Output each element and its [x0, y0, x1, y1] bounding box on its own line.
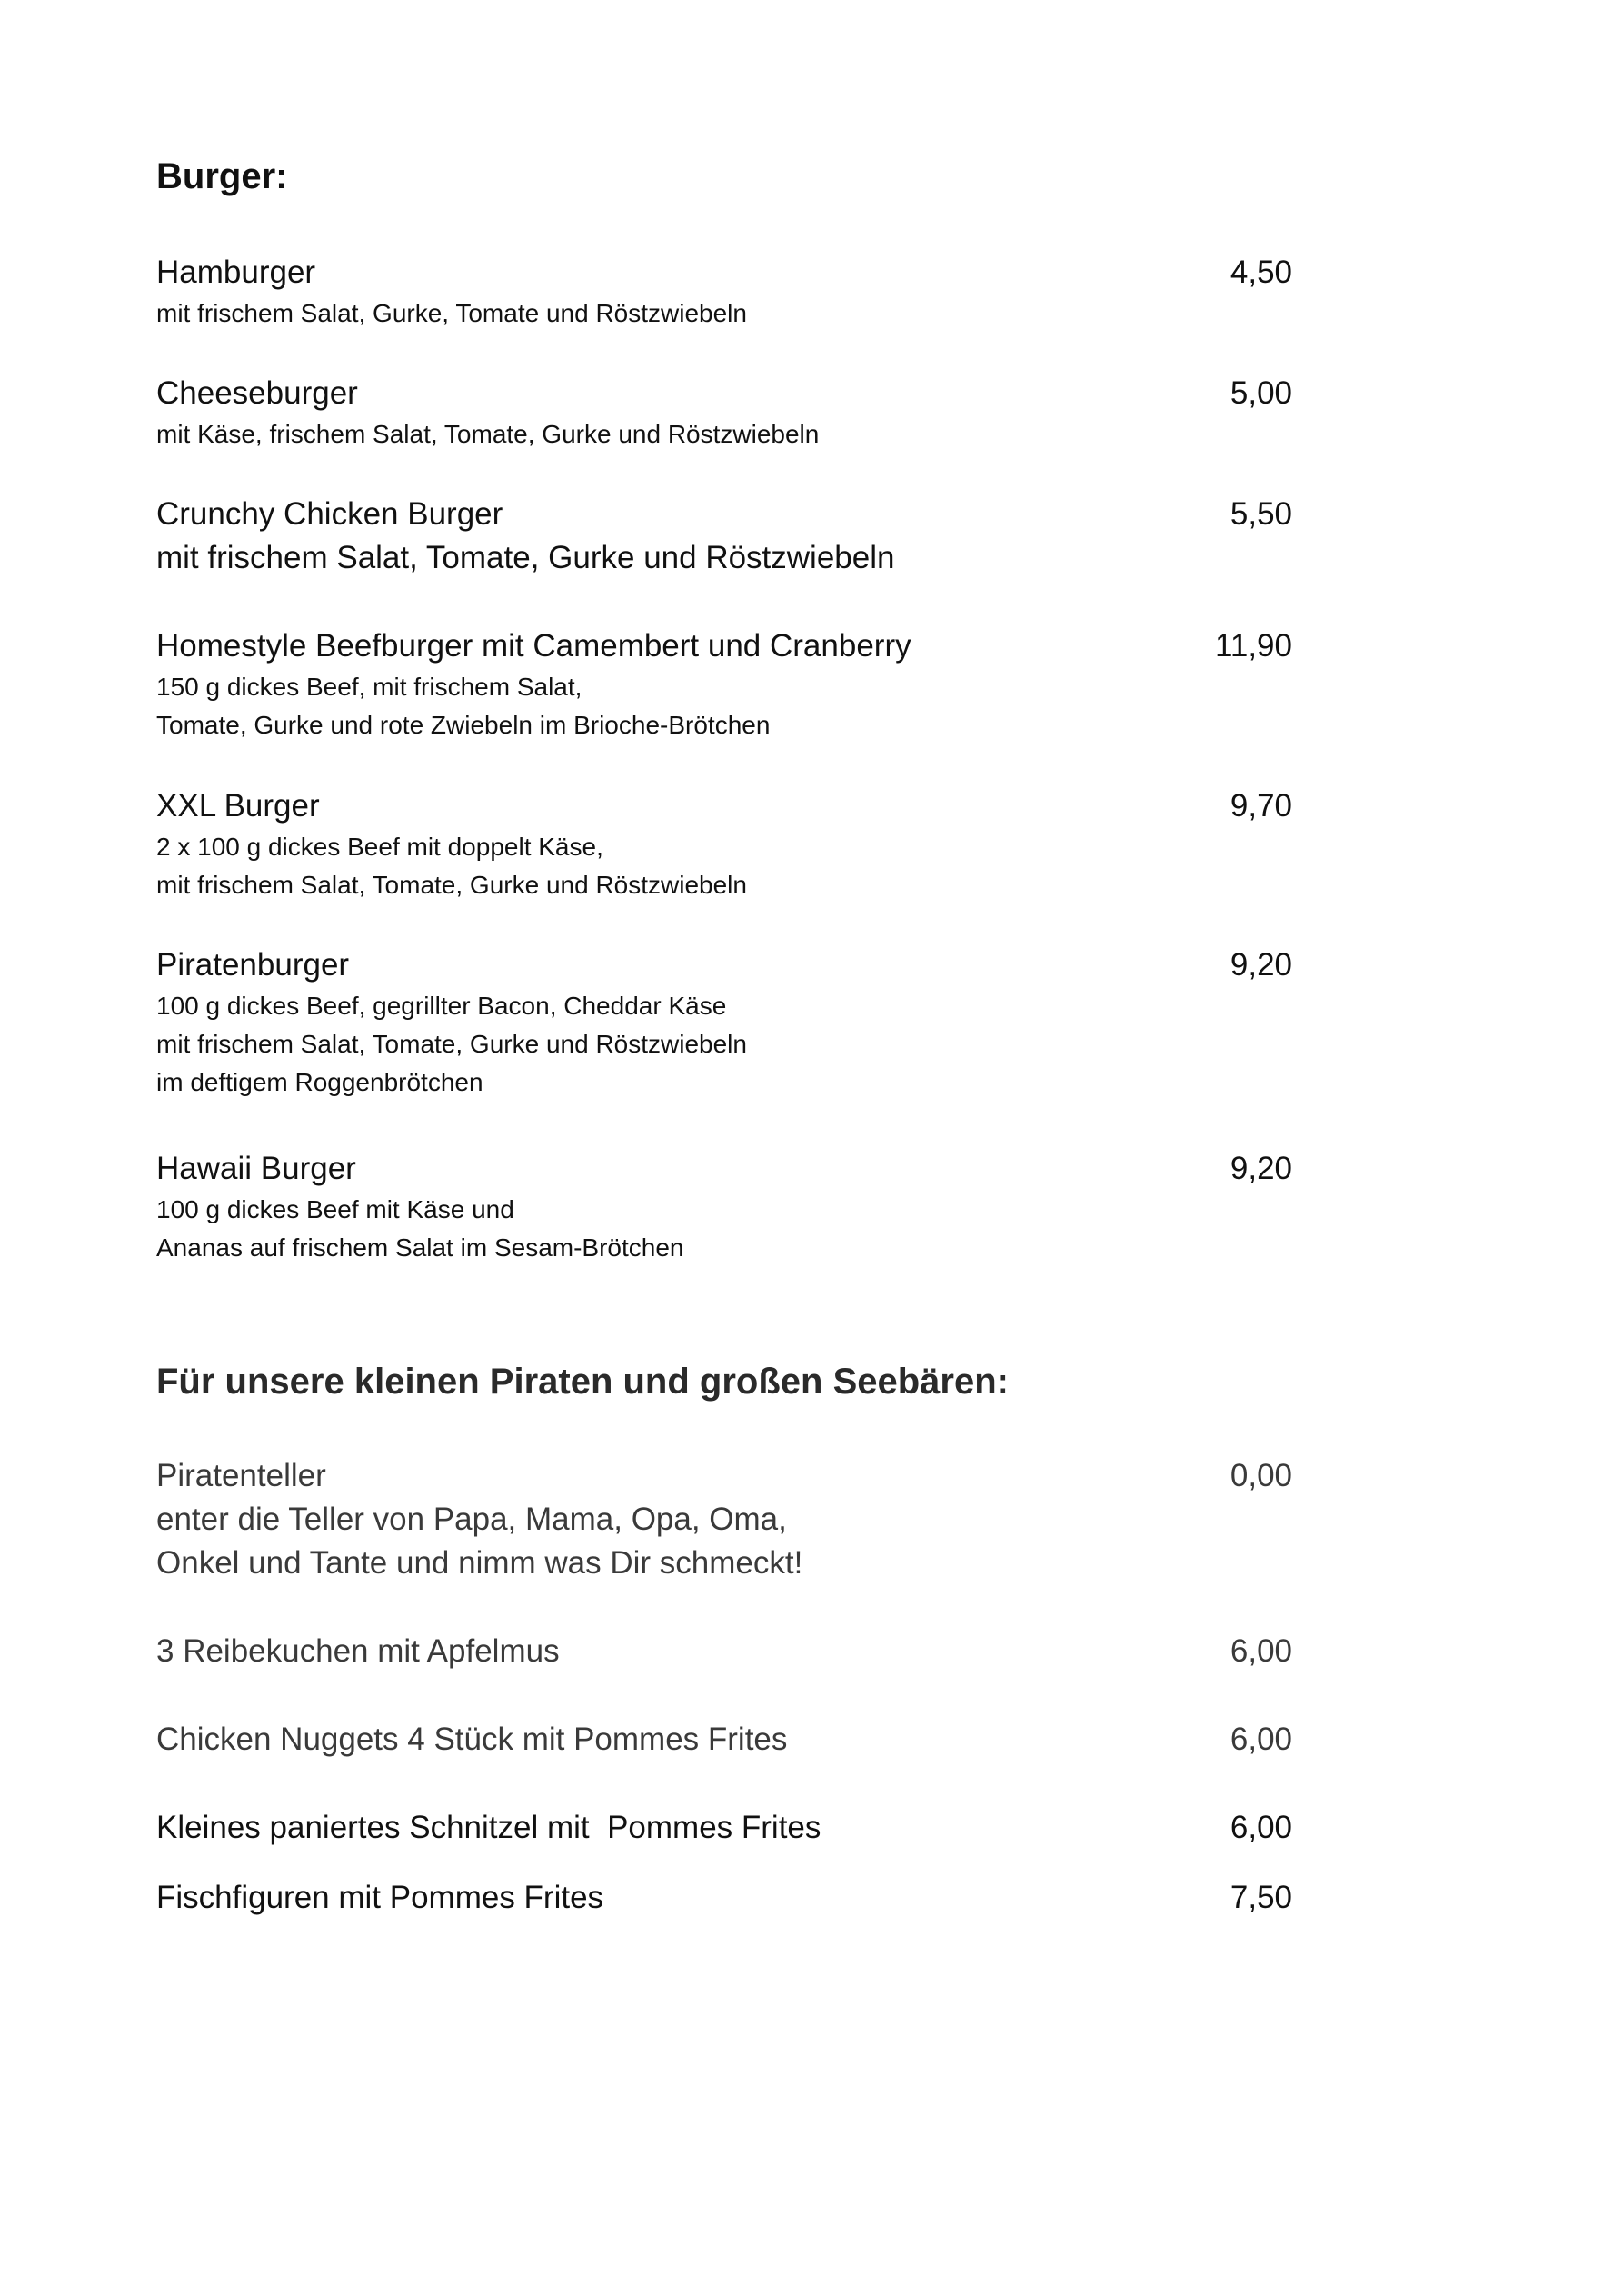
- item-description: Ananas auf frischem Salat im Sesam-Brötchen: [156, 1233, 684, 1262]
- menu-item-xxl-burger: [156, 784, 1292, 904]
- item-name: XXL Burger: [156, 788, 320, 824]
- section-heading-burger: Burger:: [156, 156, 288, 196]
- menu-item-schnitzel: [156, 1806, 1292, 1850]
- menu-item-hawaii-burger: [156, 1147, 1292, 1267]
- item-name: 3 Reibekuchen mit Apfelmus: [156, 1633, 560, 1669]
- item-name: Homestyle Beefburger mit Camembert und Cranberry: [156, 628, 911, 664]
- item-description: mit frischem Salat, Gurke, Tomate und Röstzwiebeln: [156, 299, 747, 327]
- item-description: 2 x 100 g dickes Beef mit doppelt Käse,: [156, 833, 603, 861]
- item-price: 0,00: [1230, 1458, 1292, 1493]
- section-heading-kids: Für unsere kleinen Piraten und großen Seebären:: [156, 1362, 1009, 1402]
- item-name: Hamburger: [156, 255, 316, 290]
- item-description: Onkel und Tante und nimm was Dir schmeckt!: [156, 1545, 803, 1581]
- item-description: 150 g dickes Beef, mit frischem Salat,: [156, 673, 582, 701]
- item-name: Piratenburger: [156, 947, 350, 983]
- item-name: Chicken Nuggets 4 Stück mit Pommes Frites: [156, 1722, 788, 1757]
- menu-item-hamburger: [156, 251, 1292, 333]
- item-price: 4,50: [1230, 255, 1292, 290]
- menu-item-reibekuchen: [156, 1630, 1292, 1673]
- item-description: 100 g dickes Beef, gegrillter Bacon, Cheddar Käse: [156, 992, 727, 1020]
- item-description: mit frischem Salat, Tomate, Gurke und Röstzwiebeln: [156, 1030, 747, 1058]
- item-price: 6,00: [1230, 1810, 1292, 1845]
- item-price: 9,20: [1230, 1151, 1292, 1186]
- item-price: 7,50: [1230, 1880, 1292, 1915]
- item-price: 5,50: [1230, 496, 1292, 532]
- item-price: 11,90: [1215, 628, 1292, 664]
- item-price: 9,70: [1230, 788, 1292, 824]
- item-price: 5,00: [1230, 375, 1292, 411]
- item-price: 6,00: [1230, 1722, 1292, 1757]
- item-price: 6,00: [1230, 1633, 1292, 1669]
- item-description: Tomate, Gurke und rote Zwiebeln im Brioche-Brötchen: [156, 711, 771, 739]
- item-description: mit frischem Salat, Tomate, Gurke und Röstzwiebeln: [156, 871, 747, 899]
- menu-item-homestyle-beefburger: [156, 624, 1292, 744]
- menu-item-piratenburger: [156, 943, 1292, 1102]
- item-name: Hawaii Burger: [156, 1151, 356, 1186]
- menu-item-piratenteller: [156, 1454, 1292, 1585]
- item-description: 100 g dickes Beef mit Käse und: [156, 1195, 514, 1223]
- item-name: Crunchy Chicken Burger: [156, 496, 503, 532]
- menu-item-fischfiguren: [156, 1876, 1292, 1920]
- item-description: im deftigem Roggenbrötchen: [156, 1068, 483, 1096]
- item-price: 9,20: [1230, 947, 1292, 983]
- menu-item-cheeseburger: [156, 372, 1292, 454]
- item-name: Piratenteller: [156, 1458, 326, 1493]
- item-name: Kleines paniertes Schnitzel mit Pommes Frites: [156, 1810, 821, 1845]
- item-description: mit frischem Salat, Tomate, Gurke und Röstzwiebeln: [156, 540, 895, 575]
- menu-item-chicken-nuggets: [156, 1718, 1292, 1762]
- item-name: Cheeseburger: [156, 375, 358, 411]
- item-description: mit Käse, frischem Salat, Tomate, Gurke und Röstzwiebeln: [156, 420, 820, 448]
- item-name: Fischfiguren mit Pommes Frites: [156, 1880, 604, 1915]
- menu-item-crunchy-chicken-burger: [156, 493, 1292, 580]
- item-description: enter die Teller von Papa, Mama, Opa, Oma,: [156, 1502, 787, 1537]
